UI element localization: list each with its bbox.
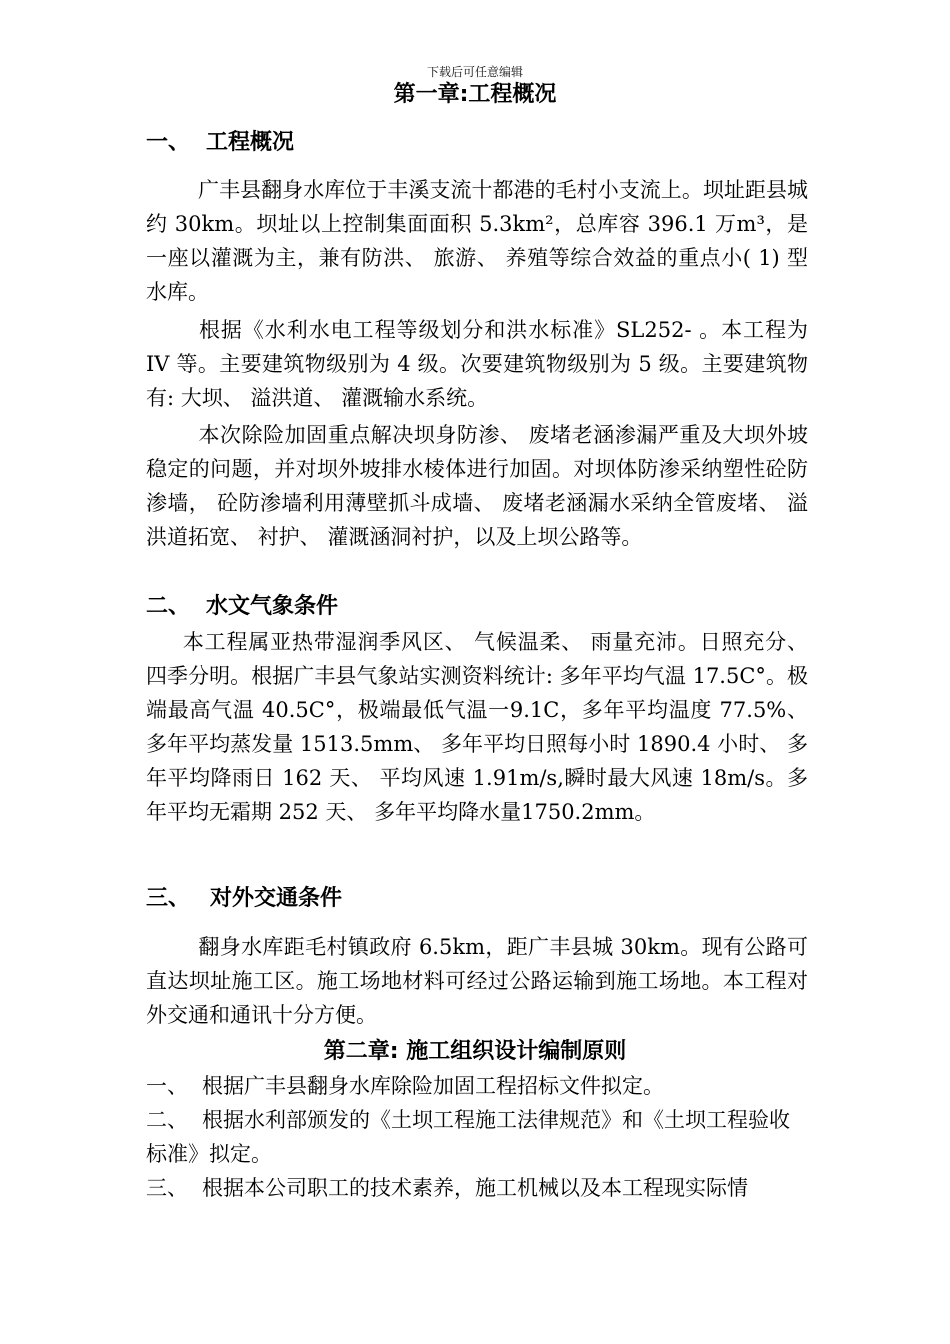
list-item-number: 二、 [146,1108,188,1132]
section-2-heading [146,592,338,622]
list-item-text: 根据水利部颁发的《土坝工程施工法律规范》和《土坝工程验收标准》拟定。 [146,1108,790,1166]
list-item-number: 三、 [146,1176,188,1200]
list-item-text: 根据本公司职工的技术素养，施工机械以及本工程现实际情 [202,1176,748,1200]
section-2-number: 二、 [146,594,191,619]
section-1-paragraph-2-text: 根据《水利水电工程等级划分和洪水标准》SL252- 。本工程为 IV 等。主要建筑物级别为 4 级。次要建筑物级别为 5 级。主要建筑物有: 大坝、 溢洪道、 灌溉输水系统。 [146,318,808,410]
list-item [146,1171,808,1205]
list-item [146,1103,808,1171]
section-3-number: 三、 [146,886,191,911]
section-1-paragraph-3-text: 本次除险加固重点解决坝身防渗、 废堵老涵渗漏严重及大坝外坡稳定的问题，并对坝外坡排水棱体进行加固。对坝体防渗采纳塑性砼防渗墙， 砼防渗墙利用薄壁抓斗成墙、 废堵老涵漏水采纳全管废堵、 溢洪道拓宽、 衬护、 灌溉涵洞衬护，以及上坝公路等。 [146,423,808,549]
page-header-note: 下载后可任意编辑 [426,65,523,79]
section-2-title: 水文气象条件 [206,594,339,619]
section-1-paragraph-1-text: 广丰县翻身水库位于丰溪支流十都港的毛村小支流上。坝址距县城约 30km。坝址以上控制集面面积 5.3km²，总库容 396.1 万m³，是一座以灌溉为主，兼有防洪、 旅游、 养殖等综合效益的重点小( 1) 型水库。 [146,178,808,304]
chapter-2-title: 第二章: 施工组织设计编制原则 [323,1039,627,1064]
section-3-heading [146,884,342,914]
list-item-number: 一、 [146,1074,188,1098]
section-1-number: 一、 [146,130,191,155]
section-1-paragraph-1 [146,173,808,309]
section-3-title: 对外交通条件 [210,886,343,911]
section-1-paragraph-2 [146,313,808,415]
section-1-heading [146,128,294,158]
section-2-paragraph-1 [146,625,808,829]
principles-list [146,1069,808,1205]
section-2-paragraph-1-text: 本工程属亚热带湿润季风区、 气候温柔、 雨量充沛。日照充分、 四季分明。根据广丰县气象站实测资料统计: 多年平均气温 17.5C°。极端最高气温 40.5C°，极端最低气温一9.1C，多年平均温度 77.5%、 多年平均蒸发量 1513.5mm、 多年平均日照每小时 1890.4 小时、 多年平均降雨日 162 天、 平均风速 1.91m/s,瞬时最大风速 18m/s。多年平均无霜期 252 天、 多年平均降水量1750.2mm。 [146,630,808,824]
section-3-paragraph-1-text: 翻身水库距毛村镇政府 6.5km，距广丰县城 30km。现有公路可直达坝址施工区。施工场地材料可经过公路运输到施工场地。本工程对外交通和通讯十分方便。 [146,935,808,1027]
chapter-1-title: 第一章:工程概况 [393,82,557,107]
list-item-text: 根据广丰县翻身水库除险加固工程招标文件拟定。 [202,1074,664,1098]
section-3-paragraph-1 [146,930,808,1032]
section-1-paragraph-3 [146,418,808,554]
list-item [146,1069,808,1103]
section-1-title: 工程概况 [206,130,295,155]
